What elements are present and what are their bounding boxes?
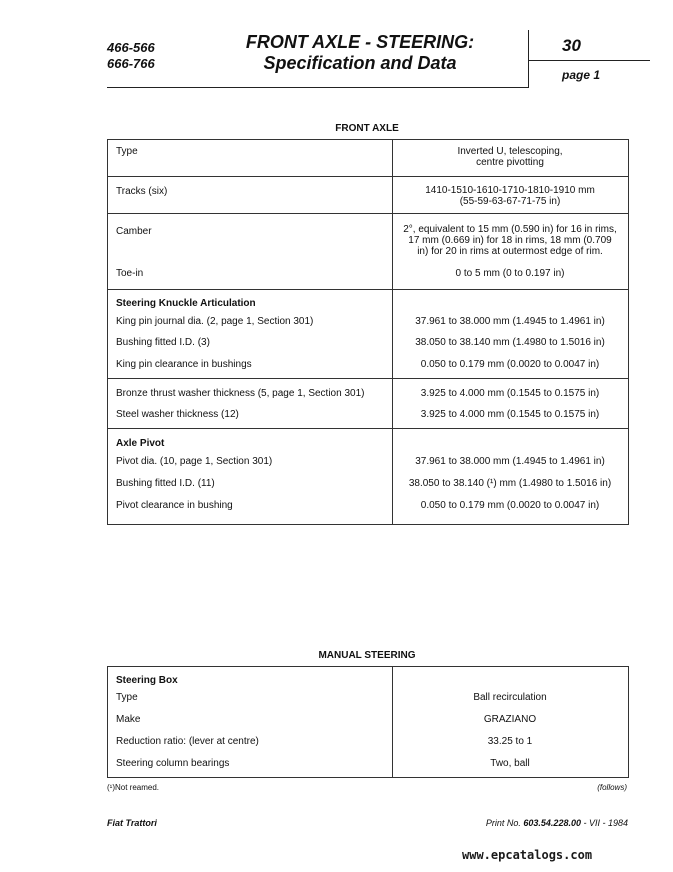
knuckle-value: 0.050 to 0.179 mm (0.0020 to 0.0047 in) — [420, 359, 600, 370]
pivot-label: Bushing fitted I.D. (11) — [116, 478, 215, 489]
steering-label: Type — [116, 692, 138, 703]
knuckle-heading: Steering Knuckle Articulation — [116, 298, 256, 309]
washer-label: Bronze thrust washer thickness (5, page 1, Section 301) — [116, 388, 365, 399]
row-divider — [108, 289, 628, 290]
value-line: 1410-1510-1610-1710-1810-1910 mm — [425, 185, 595, 196]
knuckle-label: King pin journal dia. (2, page 1, Section 301) — [116, 316, 314, 327]
row-label-toe-in: Toe-in — [116, 268, 144, 279]
header-divider-vertical — [528, 30, 529, 88]
print-suffix: - VII - 1984 — [580, 818, 628, 828]
pivot-value: 0.050 to 0.179 mm (0.0020 to 0.0047 in) — [420, 500, 600, 511]
title-line-2: Specification and Data — [263, 53, 457, 73]
steering-value: Ball recirculation — [473, 692, 547, 703]
model-line-1: 466-566 — [107, 40, 155, 55]
pivot-label: Pivot clearance in bushing — [116, 500, 233, 511]
steering-label: Steering column bearings — [116, 758, 230, 769]
section-number: 30 — [562, 36, 581, 55]
steering-label: Reduction ratio: (lever at centre) — [116, 736, 259, 747]
model-numbers — [107, 40, 155, 72]
knuckle-value: 38.050 to 38.140 mm (1.4980 to 1.5016 in) — [415, 337, 605, 348]
pivot-value: 37.961 to 38.000 mm (1.4945 to 1.4961 in) — [415, 456, 605, 467]
manual-steering-heading: MANUAL STEERING — [318, 650, 416, 661]
pivot-label: Pivot dia. (10, page 1, Section 301) — [116, 456, 273, 467]
knuckle-label: Bushing fitted I.D. (3) — [116, 337, 210, 348]
steering-value: GRAZIANO — [483, 714, 537, 725]
row-label-type: Type — [116, 146, 138, 157]
row-value-camber — [393, 224, 627, 257]
header-divider-bottom — [107, 87, 529, 88]
washer-value: 3.925 to 4.000 mm (0.1545 to 0.1575 in) — [420, 409, 600, 420]
row-label-tracks: Tracks (six) — [116, 186, 168, 197]
print-prefix: Print No. — [485, 818, 524, 828]
knuckle-value: 37.961 to 38.000 mm (1.4945 to 1.4961 in) — [415, 316, 605, 327]
steering-value: 33.25 to 1 — [487, 736, 533, 747]
row-value-tracks — [393, 185, 627, 207]
knuckle-label: King pin clearance in bushings — [116, 359, 252, 370]
row-label-camber: Camber — [116, 226, 152, 237]
pivot-heading: Axle Pivot — [116, 438, 165, 449]
pivot-value: 38.050 to 38.140 (¹) mm (1.4980 to 1.5016 in) — [408, 478, 612, 489]
steering-box-heading: Steering Box — [116, 675, 178, 686]
row-value-toe-in: 0 to 5 mm (0 to 0.197 in) — [455, 268, 565, 279]
value-line: 2°, equivalent to 15 mm (0.590 in) for 16 in rims, — [403, 224, 617, 235]
footnote: (¹)Not reamed. — [107, 783, 160, 792]
header-divider-right — [528, 60, 650, 61]
footer-print-info — [420, 818, 628, 828]
front-axle-heading: FRONT AXLE — [335, 123, 399, 134]
value-line: Inverted U, telescoping, — [457, 146, 563, 157]
row-divider — [108, 428, 628, 429]
watermark-url: www.epcatalogs.com — [462, 848, 593, 862]
print-number: 603.54.228.00 — [523, 818, 581, 828]
title-line-1: FRONT AXLE - STEERING: — [245, 32, 475, 52]
washer-label: Steel washer thickness (12) — [116, 409, 239, 420]
steering-label: Make — [116, 714, 141, 725]
value-line: (55-59-63-67-71-75 in) — [459, 196, 561, 207]
row-divider — [108, 176, 628, 177]
value-line: 17 mm (0.669 in) for 18 in rims, 18 mm (0.709 — [408, 235, 612, 246]
follows-note: (follows) — [597, 783, 627, 792]
washer-value: 3.925 to 4.000 mm (0.1545 to 0.1575 in) — [420, 388, 600, 399]
value-line: in) for 20 in rims at outermost edge of rim. — [417, 246, 603, 257]
steering-value: Two, ball — [490, 758, 530, 769]
model-line-2: 666-766 — [107, 56, 155, 71]
page-number: page 1 — [562, 68, 601, 82]
footer-publisher: Fiat Trattori — [107, 818, 157, 828]
row-divider — [108, 213, 628, 214]
page-title — [205, 32, 515, 74]
row-divider — [108, 378, 628, 379]
value-line: centre pivotting — [476, 157, 544, 168]
row-value-type — [393, 146, 627, 168]
